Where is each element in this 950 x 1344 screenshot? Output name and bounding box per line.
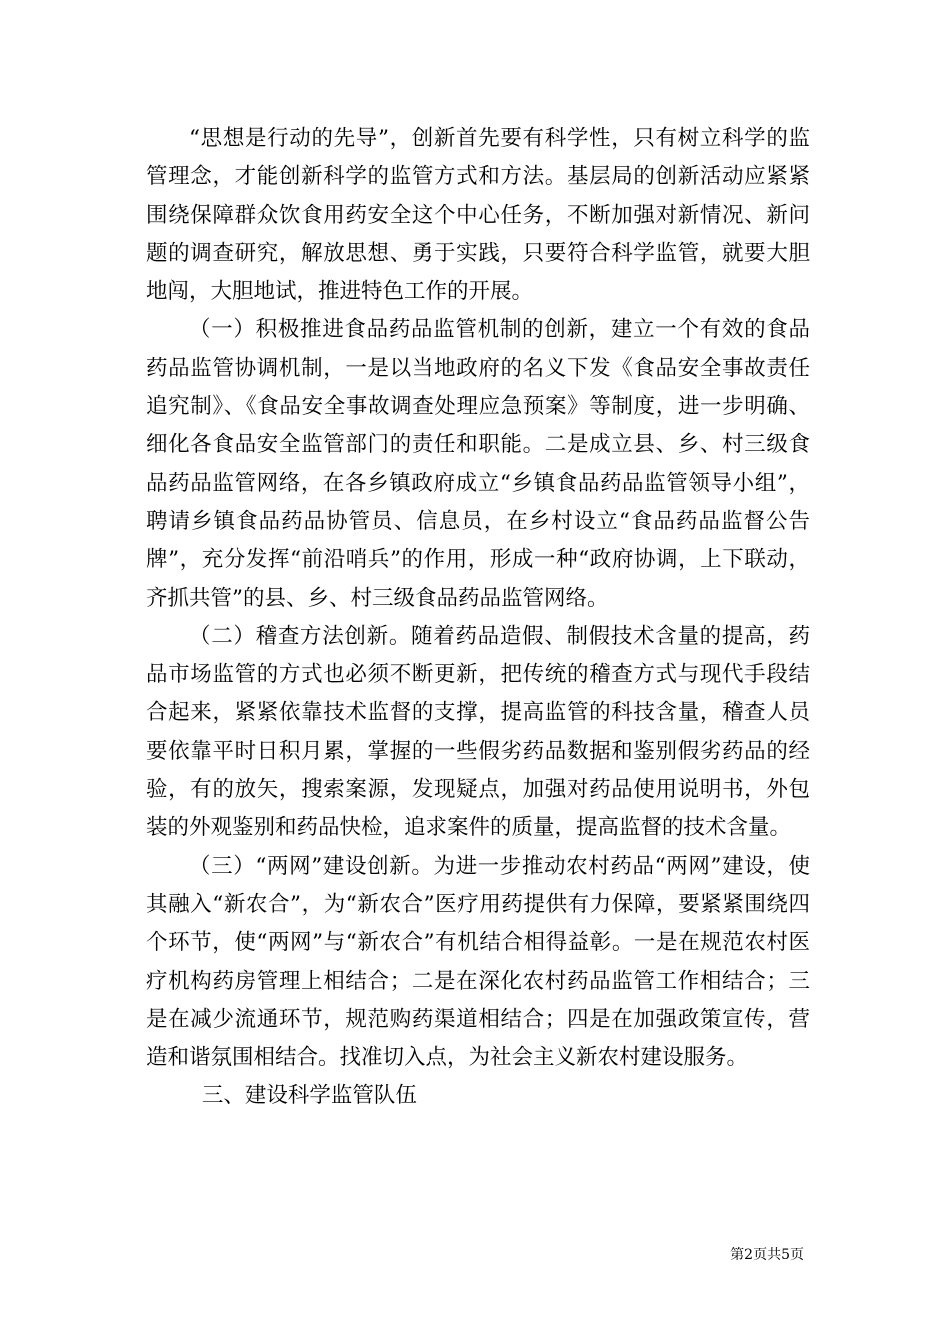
paragraph-two-networks-innovation: （三）“两网”建设创新。为进一步推动农村药品“两网”建设，使其融入“新农合”，为“新农合”医疗用药提供有力保障，要紧紧围绕四个环节，使“两网”与“新农合”有机结合相得益彰。一是在规范农村医疗机构药房管理上相结合；二是在深化农村药品监管工作相结合；三是在减少流通环节，规范购药渠道相结合；四是在加强政策宣传，营造和谐氛围相结合。找准切入点，为社会主义新农村建设服务。 [146,853,810,1071]
section-heading: 三、建设科学监管队伍 [201,1083,417,1109]
paragraph-inspection-innovation: （二）稽查方法创新。随着药品造假、制假技术含量的提高，药品市场监管的方式也必须不断更新，把传统的稽查方式与现代手段结合起来，紧紧依靠技术监督的支撑，提高监管的科技含量，稽查人员要依靠平时日积月累，掌握的一些假劣药品数据和鉴别假劣药品的经验，有的放矢，搜索案源，发现疑点，加强对药品使用说明书，外包装的外观鉴别和药品快检，追求案件的质量，提高监督的技术含量。 [146,623,810,841]
paragraph-intro: “思想是行动的先导”，创新首先要有科学性，只有树立科学的监管理念，才能创新科学的监管方式和方法。基层局的创新活动应紧紧围绕保障群众饮食用药安全这个中心任务，不断加强对新情况、新问题的调查研究，解放思想、勇于实践，只要符合科学监管，就要大胆地闯，大胆地试，推进特色工作的开展。 [146,126,810,305]
paragraph-mechanism-innovation: （一）积极推进食品药品监管机制的创新，建立一个有效的食品药品监管协调机制，一是以当地政府的名义下发《食品安全事故责任追究制》、《食品安全事故调查处理应急预案》等制度，进一步明确、细化各食品安全监管部门的责任和职能。二是成立县、乡、村三级食品药品监管网络，在各乡镇政府成立“乡镇食品药品监管领导小组”，聘请乡镇食品药品协管员、信息员，在乡村设立“食品药品监督公告牌”，充分发挥“前沿哨兵”的作用，形成一种“政府协调，上下联动，齐抓共管”的县、乡、村三级食品药品监管网络。 [146,317,810,611]
page-number: 第2页共5页 [730,1247,804,1263]
document-body [146,120,810,1116]
